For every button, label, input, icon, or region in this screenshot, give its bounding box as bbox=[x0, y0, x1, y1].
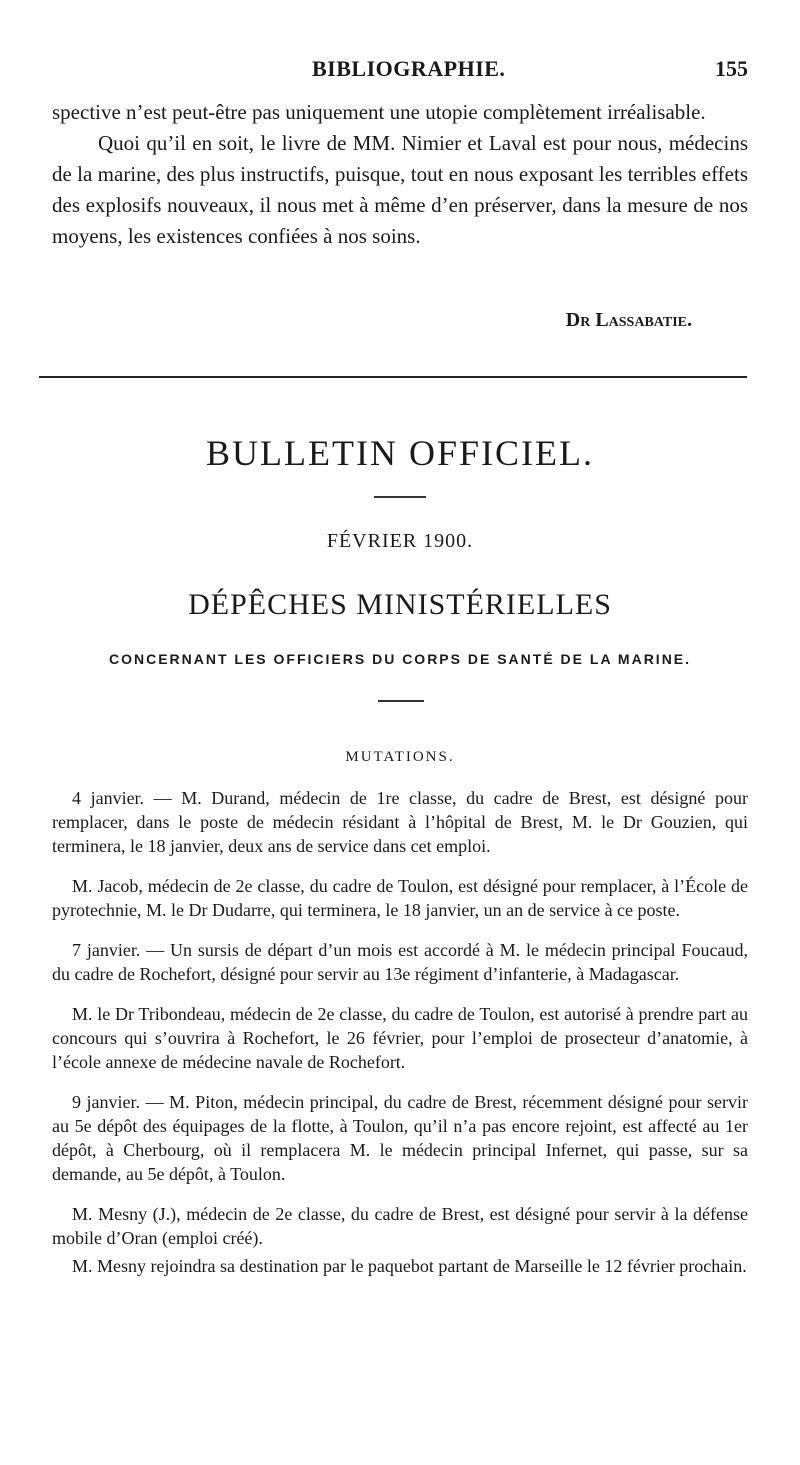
bulletin-title: BULLETIN OFFICIEL. bbox=[206, 433, 594, 473]
mutation-entry: 7 janvier. — Un sursis de départ d’un mois est accordé à M. le médecin principal Foucaud, du cadre de Rochefort, désigné pour servir au 13e régiment d’infanterie, à Madagascar. bbox=[52, 940, 748, 984]
bulletin-date: FÉVRIER 1900. bbox=[326, 530, 474, 552]
bibliography-paragraph-2: Quoi qu’il en soit, le livre de MM. Nimier et Laval est pour nous, médecins de la marine, des plus instructifs, puisque, tout en nous exposant les terribles effets des explosifs nouveaux, il nous met à même d’en préserver, dans la mesure de nos moyens, les existences confiées à nos soins. bbox=[52, 131, 748, 248]
title-rule bbox=[374, 496, 426, 498]
bibliography-paragraph-1: spective n’est peut-être pas uniquement une utopie complètement irréalisable. bbox=[52, 100, 706, 124]
section-divider bbox=[39, 376, 747, 378]
running-header bbox=[52, 56, 748, 88]
bibliography-text bbox=[52, 97, 748, 252]
mutation-entry: 9 janvier. — M. Piton, médecin principal, du cadre de Brest, récemment désigné pour servir au 5e dépôt des équipages de la flotte, à Toulon, qu’il n’a pas encore rejoint, est affecté au 1er dépôt, à Cherbourg, où il remplacera M. le médecin principal Infernet, qui passe, sur sa demande, au 5e dépôt, à Toulon. bbox=[52, 1092, 748, 1184]
mutation-entry: M. Mesny rejoindra sa destination par le paquebot partant de Marseille le 12 février prochain. bbox=[72, 1256, 747, 1276]
header-title: BIBLIOGRAPHIE. bbox=[312, 56, 506, 81]
author-signature: Dr Lassabatie. bbox=[565, 309, 692, 331]
page-number: 155 bbox=[715, 56, 748, 81]
subtitle-rule bbox=[378, 700, 424, 702]
section-subtitle: CONCERNANT LES OFFICIERS DU CORPS DE SANTÉ DE LA MARINE. bbox=[108, 651, 692, 667]
mutations-list bbox=[52, 786, 748, 1294]
mutation-entry: 4 janvier. — M. Durand, médecin de 1re classe, du cadre de Brest, est désigné pour remplacer, dans le poste de médecin résidant à l’hôpital de Brest, M. le Dr Gouzien, qui terminera, le 18 janvier, deux ans de service dans cet emploi. bbox=[52, 788, 748, 856]
mutation-entry: M. le Dr Tribondeau, médecin de 2e classe, du cadre de Toulon, est autorisé à prendre part au concours qui s’ouvrira à Rochefort, le 26 février, pour l’emploi de prosecteur d’anatomie, à l’école annexe de médecine navale de Rochefort. bbox=[52, 1004, 748, 1072]
subsection-heading: MUTATIONS. bbox=[345, 749, 455, 765]
mutation-entry: M. Jacob, médecin de 2e classe, du cadre de Toulon, est désigné pour remplacer, à l’École de pyrotechnie, M. le Dr Dudarre, qui terminera, le 18 janvier, un an de service à ce poste. bbox=[52, 876, 748, 920]
mutation-entry: M. Mesny (J.), médecin de 2e classe, du cadre de Brest, est désigné pour servir à la défense mobile d’Oran (emploi créé). bbox=[52, 1204, 748, 1248]
section-title: DÉPÊCHES MINISTÉRIELLES bbox=[188, 588, 612, 621]
